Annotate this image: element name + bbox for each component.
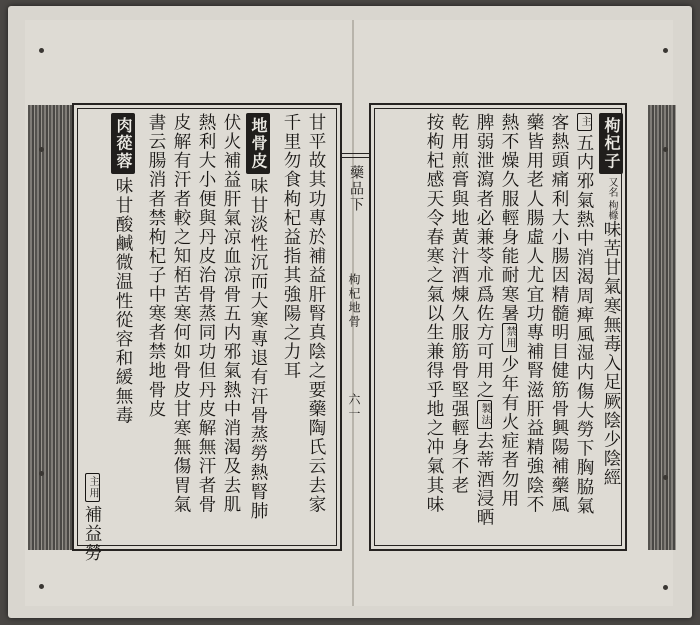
herb-label: 枸杞子 [599, 113, 623, 174]
text-column: 千里勿食枸杞益指其強陽之力耳 [281, 113, 301, 381]
binding-hole [39, 584, 44, 589]
left-ink-rubbing [28, 105, 72, 550]
gutter-title: 藥品下 [348, 165, 364, 213]
section-label: 主 [577, 113, 592, 131]
text-column: 主五内邪氣熱中消渴周痺風湿内傷大勞下胸脇氣 [574, 113, 594, 516]
binding-hole [39, 48, 44, 53]
text-column: 地骨皮味甘淡性沉而大寒專退有汗骨蒸勞熱腎肺 [246, 113, 270, 521]
alias-note: 又名 枸橼 [606, 176, 617, 220]
text-column: 熱利大小便與丹皮治骨蒸同功但丹皮解無汗者骨 [196, 113, 216, 515]
section-label: 製法 [477, 400, 492, 429]
binding-hole [663, 475, 668, 480]
text-column: 熱不燥久服輕身能耐寒暑禁用少年有火症者勿用 [499, 113, 519, 509]
text-column: 藥皆用老人腸虛人尤宜功專補腎滋肝益精強陰不 [524, 113, 544, 515]
text-column: 書云腸消者禁枸杞子中寒者禁地骨皮 [146, 113, 166, 419]
binding-hole [663, 147, 668, 152]
section-label: 禁用 [502, 323, 517, 352]
binding-hole [663, 585, 668, 590]
left-text-frame [72, 103, 342, 563]
right-ink-rubbing [648, 105, 676, 550]
text-column: 按枸杞感天令春寒之氣以生兼得乎地之冲氣其味 [424, 113, 444, 515]
text-column: 枸杞子又名 枸橼味苦甘氣寒無毒入足厥陰少陰經 [599, 113, 623, 487]
binding-hole [39, 471, 44, 476]
text-column: 伏火補益肝氣凉血凉骨五内邪氣熱中消渴及去肌 [221, 113, 241, 515]
gutter-subtitle: 枸杞地骨 [347, 273, 361, 329]
binding-hole [663, 48, 668, 53]
text-column: 肉蓯蓉味甘酸鹹微温性從容和緩無毒 [111, 113, 135, 425]
section-label: 主用 [85, 473, 100, 502]
herb-label: 肉蓯蓉 [111, 113, 135, 174]
text-column: 客熱頭痛利大小腸因精髓明目健筋骨興陽補藥風 [549, 113, 569, 515]
right-text-frame [369, 103, 627, 551]
fish-tail-mark [342, 153, 369, 158]
text-column: 乾用煎膏與地黃汁酒煉久服筋骨堅强輕身不老 [449, 113, 469, 495]
text-column: 皮解有汗者較之知栢苦寒何如骨皮甘寒無傷胃氣 [171, 113, 191, 515]
center-gutter [342, 103, 369, 551]
binding-hole [39, 147, 44, 152]
text-column: 脾弱泄瀉者必兼苓朮爲佐方可用之製法去蒂酒浸晒 [474, 113, 494, 528]
text-column: 主用補益勞 [82, 473, 102, 563]
page-number: 六一 [347, 393, 361, 421]
text-column: 甘平故其功專於補益肝腎真陰之要藥陶氏云去家 [306, 113, 326, 515]
herb-label: 地骨皮 [246, 113, 270, 174]
